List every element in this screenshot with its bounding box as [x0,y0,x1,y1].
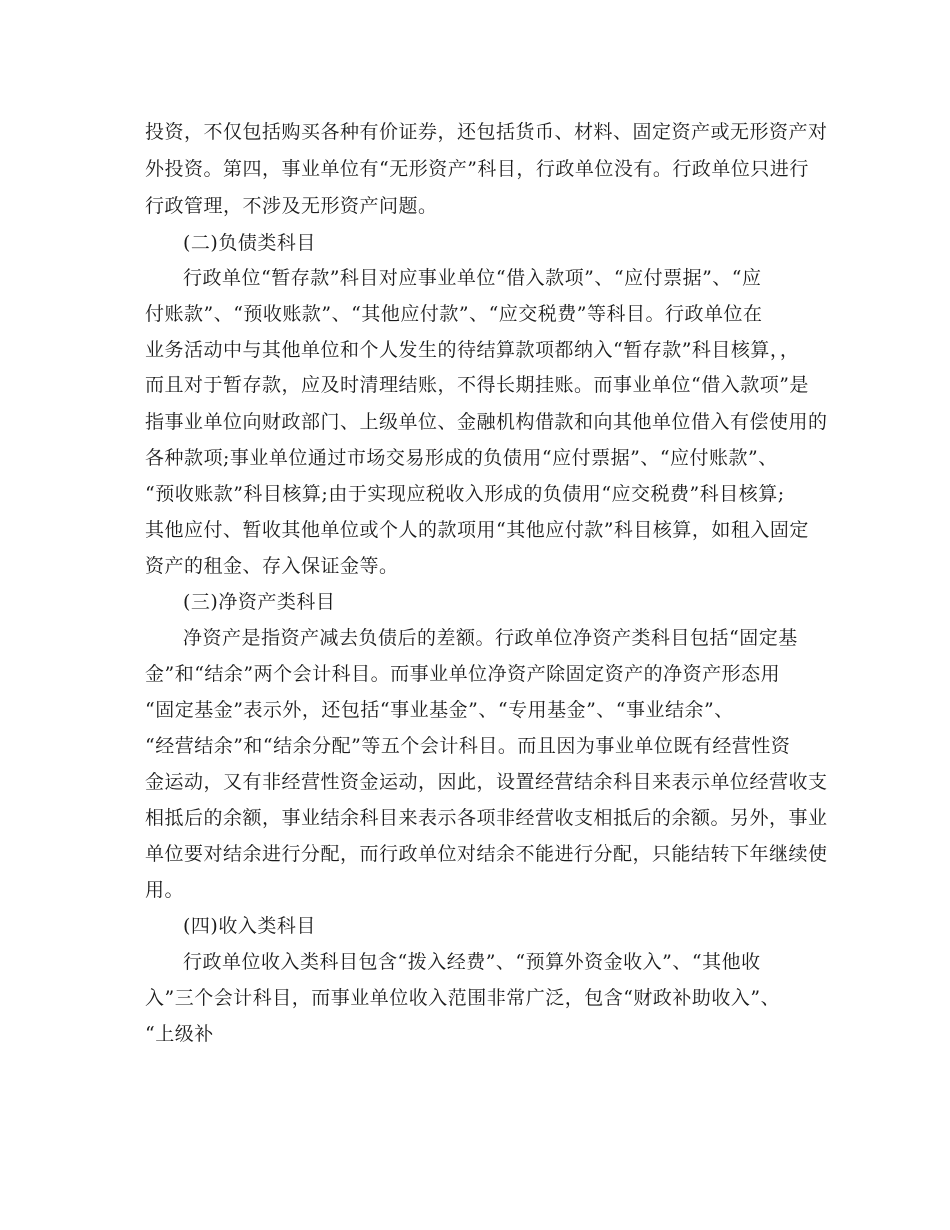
text-line: “预收账款”科目核算;由于实现应税收入形成的负债用“应交税费”科目核算; [145,483,785,505]
text-line: 金”和“结余”两个会计科目。而事业单位净资产除固定资产的净资产形态用 [145,663,781,685]
text-line: 净资产是指资产减去负债后的差额。行政单位净资产类科目包括“固定基 [183,627,798,649]
section-heading: (四)收入类科目 [183,915,316,937]
text-line: 各种款项;事业单位通过市场交易形成的负债用“应付票据”、“应付账款”、 [145,447,778,469]
text-line: 入”三个会计科目，而事业单位收入范围非常广泛，包含“财政补助收入”、 [145,987,781,1009]
section-heading: (三)净资产类科目 [183,591,336,613]
section-heading: (二)负债类科目 [183,232,316,254]
text-line: 资产的租金、存入保证金等。 [145,555,399,577]
text-line: 金运动，又有非经营性资金运动，因此，设置经营结余科目来表示单位经营收支 [145,771,828,793]
text-line: 业务活动中与其他单位和个人发生的待结算款项都纳入“暂存款”科目核算，， [145,339,800,361]
text-line: 而且对于暂存款，应及时清理结账，不得长期挂账。而事业单位“借入款项”是 [145,374,809,396]
text-line: “经营结余”和“结余分配”等五个会计科目。而且因为事业单位既有经营性资 [145,735,791,757]
text-line: 其他应付、暂收其他单位或个人的款项用“其他应付款”科目核算，如租入固定 [145,519,809,541]
text-line: 付账款”、“预收账款”、“其他应付款”、“应交税费”等科目。行政单位在 [145,303,763,325]
text-line: 指事业单位向财政部门、上级单位、金融机构借款和向其他单位借入有偿使用的 [145,411,828,433]
text-line: 行政单位收入类科目包含“拨入经费”、“预算外资金收入”、“其他收 [183,951,761,973]
text-line: 单位要对结余进行分配，而行政单位对结余不能进行分配，只能结转下年继续使 [145,843,828,865]
text-line: 外投资。第四，事业单位有“无形资产”科目，行政单位没有。行政单位只进行 [145,158,809,180]
text-line: 投资，不仅包括购买各种有价证券，还包括货币、材料、固定资产或无形资产对 [145,121,828,143]
text-line: “固定基金”表示外，还包括“事业基金”、“专用基金”、“事业结余”、 [145,699,734,721]
text-line: 用。 [145,879,185,901]
text-line: 相抵后的余额，事业结余科目来表示各项非经营收支相抵后的余额。另外，事业 [145,807,828,829]
text-line: “上级补 [145,1023,214,1045]
text-line: 行政管理，不涉及无形资产问题。 [145,195,438,217]
text-line: 行政单位“暂存款”科目对应事业单位“借入款项”、“应付票据”、“应 [183,267,762,289]
